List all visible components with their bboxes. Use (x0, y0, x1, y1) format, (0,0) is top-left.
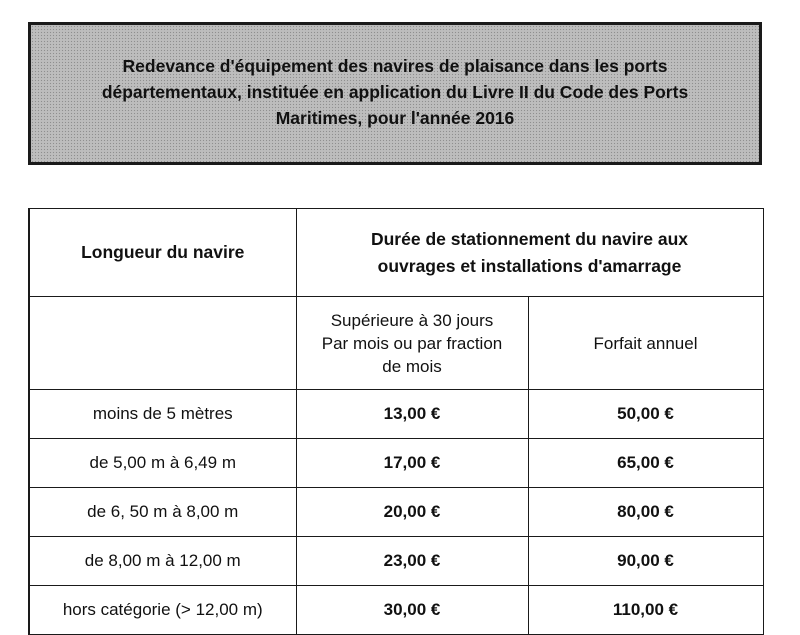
annual-header-cell (528, 297, 763, 390)
length-header: Longueur du navire (81, 242, 245, 262)
length-cell: de 8,00 m à 12,00 m (29, 537, 296, 586)
monthly-rate-cell: 17,00 € (296, 439, 528, 488)
document-title (55, 53, 735, 131)
annual-rate-cell: 65,00 € (528, 439, 763, 488)
title-line: départementaux, instituée en application du Livre II du Code des Ports (101, 81, 689, 102)
monthly-rate-cell: 23,00 € (296, 537, 528, 586)
title-line: Maritimes, pour l'année 2016 (275, 107, 515, 128)
rates-table (28, 208, 764, 635)
monthly-header-line: Supérieure à 30 jours (330, 310, 494, 330)
monthly-rate-cell: 30,00 € (296, 586, 528, 635)
duration-header-cell (296, 209, 763, 297)
length-cell: de 6, 50 m à 8,00 m (29, 488, 296, 537)
annual-header: Forfait annuel (593, 333, 698, 353)
title-line: Redevance d'équipement des navires de plaisance dans les ports (122, 55, 668, 76)
length-cell: hors catégorie (> 12,00 m) (29, 586, 296, 635)
length-header-cell (29, 209, 296, 297)
monthly-rate-cell: 20,00 € (296, 488, 528, 537)
duration-header-line: Durée de stationnement du navire aux (370, 228, 689, 249)
empty-cell (29, 297, 296, 390)
annual-rate-cell: 80,00 € (528, 488, 763, 537)
title-box (28, 22, 762, 165)
table-row (29, 537, 763, 586)
table-row (29, 390, 763, 439)
annual-rate-cell: 110,00 € (528, 586, 763, 635)
table-row (29, 586, 763, 635)
monthly-rate-cell: 13,00 € (296, 390, 528, 439)
table-row (29, 488, 763, 537)
monthly-header-line: Par mois ou par fraction (321, 333, 503, 353)
length-cell: moins de 5 mètres (29, 390, 296, 439)
annual-rate-cell: 90,00 € (528, 537, 763, 586)
table-header-row (29, 209, 763, 297)
table-subheader-row (29, 297, 763, 390)
duration-header (297, 226, 763, 280)
length-cell: de 5,00 m à 6,49 m (29, 439, 296, 488)
duration-header-line: ouvrages et installations d'amarrage (377, 255, 682, 276)
annual-rate-cell: 50,00 € (528, 390, 763, 439)
table-row (29, 439, 763, 488)
monthly-header-cell (296, 297, 528, 390)
monthly-header (297, 309, 528, 378)
monthly-header-line: de mois (382, 356, 442, 376)
